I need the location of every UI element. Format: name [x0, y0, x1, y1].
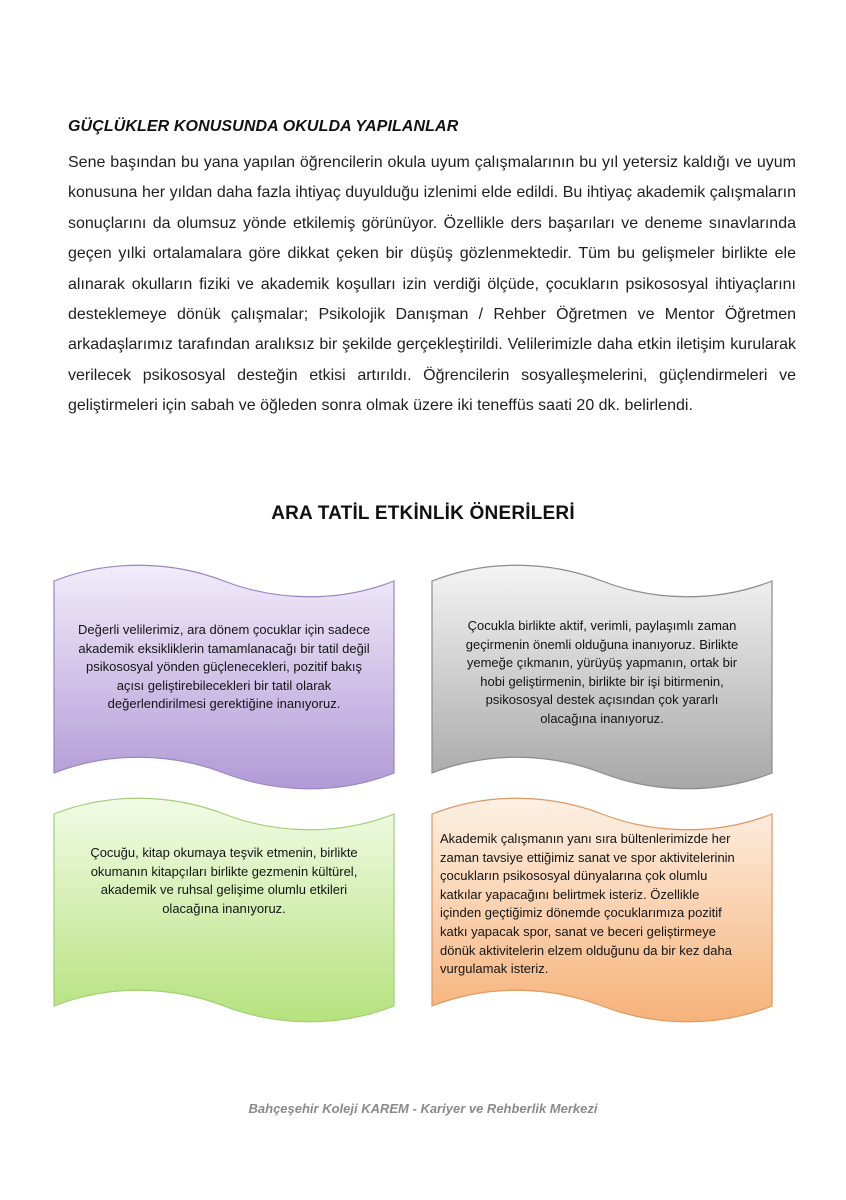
wave-card-purple: [52, 567, 396, 787]
card-text-green: Çocuğu, kitap okumaya teşvik etmenin, birlikte okumanın kitapçıları birlikte gezmenin kültürel, akademik ve ruhsal gelişime olumlu etkileri olacağına inanıyoruz.: [90, 845, 358, 916]
card-text-gray: Çocukla birlikte aktif, verimli, paylaşımlı zaman geçirmenin önemli olduğuna inanıyoruz. Birlikte yemeğe çıkmanın, yürüyüş yapmanın, ortak bir hobi geliştirmenin, birlikte bir işi bitirmenin, psikososyal destek açısından çok yararlı olacağına inanıyoruz.: [465, 618, 739, 726]
card-text-purple: Değerli velilerimiz, ara dönem çocuklar için sadece akademik eksikliklerin tamamlanacağı bir tatil değil psikososyal yönden güçlenecekleri, pozitif bakış açısı geliştirebilecekleri bir tatil olarak değerlendirilmesi gerektiğine inanıyoruz.: [78, 622, 370, 712]
wave-card-green: [52, 800, 396, 1020]
page-title: ARA TATİL ETKİNLİK ÖNERİLERİ: [271, 503, 575, 524]
body-paragraph: Sene başından bu yana yapılan öğrencilerin okula uyum çalışmalarının bu yıl yetersiz kaldığı ve uyum konusuna her yıldan daha fazla ihtiyaç duyulduğu izlenimi elde edildi. Bu ihtiyaç akademik çalışmaların sonuçlarını da olumsuz yönde etkilemiş görünüyor. Özellikle ders başarıları ve deneme sınavlarında geçen yılki ortalamalara göre dikkat çeken bir düşüş gözlenmektedir. Tüm bu gelişmeler birlikte ele alınarak okulların fiziki ve akademik koşulları izin verdiği ölçüde, çocukların psikososyal ihtiyaçlarını desteklemeye dönük çalışmalar; Psikolojik Danışman / Rehber Öğretmen ve Mentor Öğretmen arkadaşlarımız tarafından aralıksız bir şekilde gerçekleştirildi. Velilerimizle daha etkin iletişim kurularak verilecek psikososyal desteğin etkisi artırıldı. Öğrencilerin sosyalleşmelerini, güçlendirmeleri ve geliştirmeleri için sabah ve öğleden sonra olmak üzere iki teneffüs saati 20 dk. belirlendi.: [68, 154, 796, 415]
footer-text: Bahçeşehir Koleji KAREM - Kariyer ve Rehberlik Merkezi: [248, 1101, 598, 1116]
card-text-orange: Akademik çalışmanın yanı sıra bültenlerimizde her zaman tavsiye ettiğimiz sanat ve spor aktivitelerinin çocukların psikososyal dünyalarına çok olumlu katkılar yapacağını belirtmek isteriz. Özellikle içinden geçtiğimiz dönemde çocuklarımıza pozitif katkı yapacak spor, sanat ve beceri geliştirmeye dönük aktivitelerin elzem olduğunu da bir kez daha vurgulamak isteriz.: [440, 831, 735, 977]
wave-card-orange: [430, 800, 774, 1020]
section-heading: GÜÇLÜKLER KONUSUNDA OKULDA YAPILANLAR: [68, 118, 459, 135]
wave-card-gray: [430, 567, 774, 787]
